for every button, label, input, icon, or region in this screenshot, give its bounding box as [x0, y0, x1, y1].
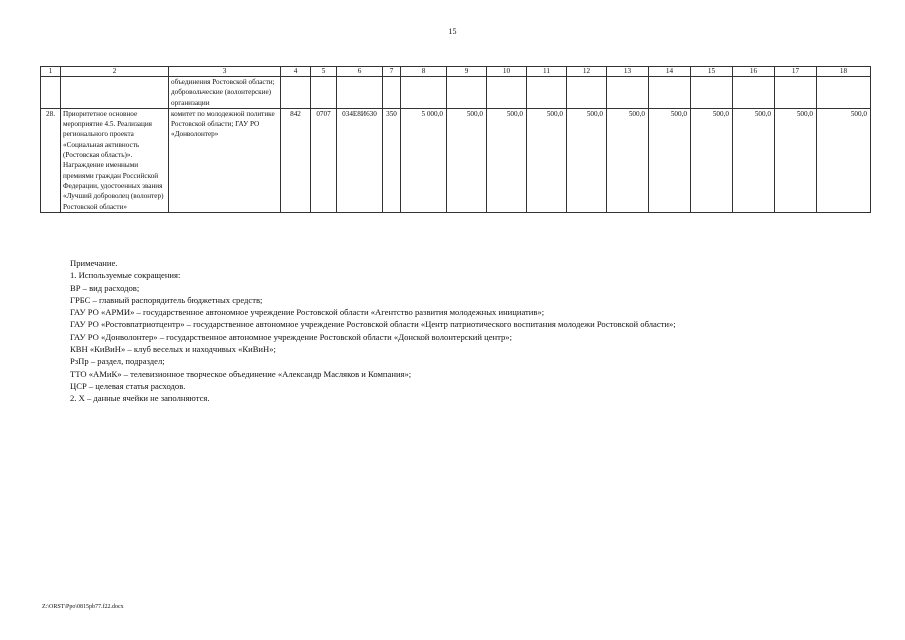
table-cell	[691, 77, 733, 109]
csr-cell: 034E8И630	[337, 108, 383, 212]
year-value-cell: 500,0	[775, 108, 817, 212]
notes-item: 1. Используемые сокращения:	[70, 270, 181, 281]
abbreviation-line: ГРБС – главный распорядитель бюджетных средств;	[70, 294, 263, 305]
table-cell	[61, 77, 169, 109]
table-cell	[817, 77, 871, 109]
header-cell: 12	[567, 67, 607, 77]
table-cell	[401, 77, 447, 109]
year-value-cell: 500,0	[527, 108, 567, 212]
table-cell	[607, 77, 649, 109]
table-cell	[447, 77, 487, 109]
header-cell: 18	[817, 67, 871, 77]
table-cell	[311, 77, 337, 109]
abbreviation-line: РзПр – раздел, подраздел;	[70, 356, 165, 367]
header-cell: 5	[311, 67, 337, 77]
header-cell: 10	[487, 67, 527, 77]
header-cell: 2	[61, 67, 169, 77]
table-cell	[733, 77, 775, 109]
year-value-cell: 500,0	[817, 108, 871, 212]
header-cell: 11	[527, 67, 567, 77]
abbreviation-line: ВР – вид расходов;	[70, 282, 140, 293]
table-cell	[649, 77, 691, 109]
header-cell: 14	[649, 67, 691, 77]
year-value-cell: 500,0	[649, 108, 691, 212]
executor-cell: объединения Ростовской области; добровольческие (волонтерские) организации	[169, 77, 281, 109]
abbreviation-line: ГАУ РО «АРМИ» – государственное автономное учреждение Ростовской области «Агентство развития молодежных инициатив»;	[70, 307, 545, 318]
table-cell	[383, 77, 401, 109]
header-cell: 9	[447, 67, 487, 77]
abbreviation-line: ГАУ РО «Ростовпатриотцентр» – государственное автономное учреждение Ростовской области «Центр патриотического воспитания молодежи Ростовской области»;	[70, 319, 676, 330]
year-value-cell: 500,0	[691, 108, 733, 212]
file-path-footer: Z:\ORST\Ppo\0815pb77.f22.docx	[42, 604, 124, 610]
header-cell: 3	[169, 67, 281, 77]
year-value-cell: 500,0	[447, 108, 487, 212]
header-cell: 17	[775, 67, 817, 77]
table-cell	[41, 77, 61, 109]
notes-item: 2. Х – данные ячейки не заполняются.	[70, 393, 210, 404]
notes-section	[70, 257, 870, 405]
header-cell: 16	[733, 67, 775, 77]
table-cell	[337, 77, 383, 109]
abbreviation-line: ГАУ РО «Донволонтер» – государственное автономное учреждение Ростовской области «Донской волонтерский центр»;	[70, 331, 512, 342]
year-value-cell: 500,0	[733, 108, 775, 212]
table-cell	[567, 77, 607, 109]
header-cell: 4	[281, 67, 311, 77]
table-cell	[775, 77, 817, 109]
header-cell: 8	[401, 67, 447, 77]
table-cell	[281, 77, 311, 109]
table-cell	[487, 77, 527, 109]
header-cell: 13	[607, 67, 649, 77]
table-row-28	[41, 108, 871, 212]
header-cell: 15	[691, 67, 733, 77]
header-cell: 6	[337, 67, 383, 77]
abbreviation-line: ЦСР – целевая статья расходов.	[70, 380, 186, 391]
budget-table	[40, 66, 871, 213]
header-cell: 1	[41, 67, 61, 77]
table-cell	[527, 77, 567, 109]
grbs-cell: 842	[281, 108, 311, 212]
total-cell: 5 000,0	[401, 108, 447, 212]
notes-title: Примечание.	[70, 258, 118, 268]
abbreviation-line: КВН «КиВиН» – клуб веселых и находчивых «КиВиН»;	[70, 344, 276, 355]
executor-cell: комитет по молодежной политике Ростовской области; ГАУ РО «Донволонтер»	[169, 108, 281, 212]
table-header-row	[41, 67, 871, 77]
abbreviation-line: ТТО «АМиК» – телевизионное творческое объединение «Александр Масляков и Компания»;	[70, 368, 412, 379]
rzpr-cell: 0707	[311, 108, 337, 212]
vr-cell: 350	[383, 108, 401, 212]
table-row-continuation	[41, 77, 871, 109]
year-value-cell: 500,0	[487, 108, 527, 212]
year-value-cell: 500,0	[607, 108, 649, 212]
row-number-cell: 28.	[41, 108, 61, 212]
year-value-cell: 500,0	[567, 108, 607, 212]
activity-name-cell: Приоритетное основное мероприятие 4.5. Реализация регионального проекта «Социальная активность (Ростовская область)». Награждение именными премиями граждан Российской Федерации, удостоенных звания «Лучший доброволец (волонтер) Ростовской области»	[61, 108, 169, 212]
header-cell: 7	[383, 67, 401, 77]
page-number: 15	[448, 27, 457, 36]
